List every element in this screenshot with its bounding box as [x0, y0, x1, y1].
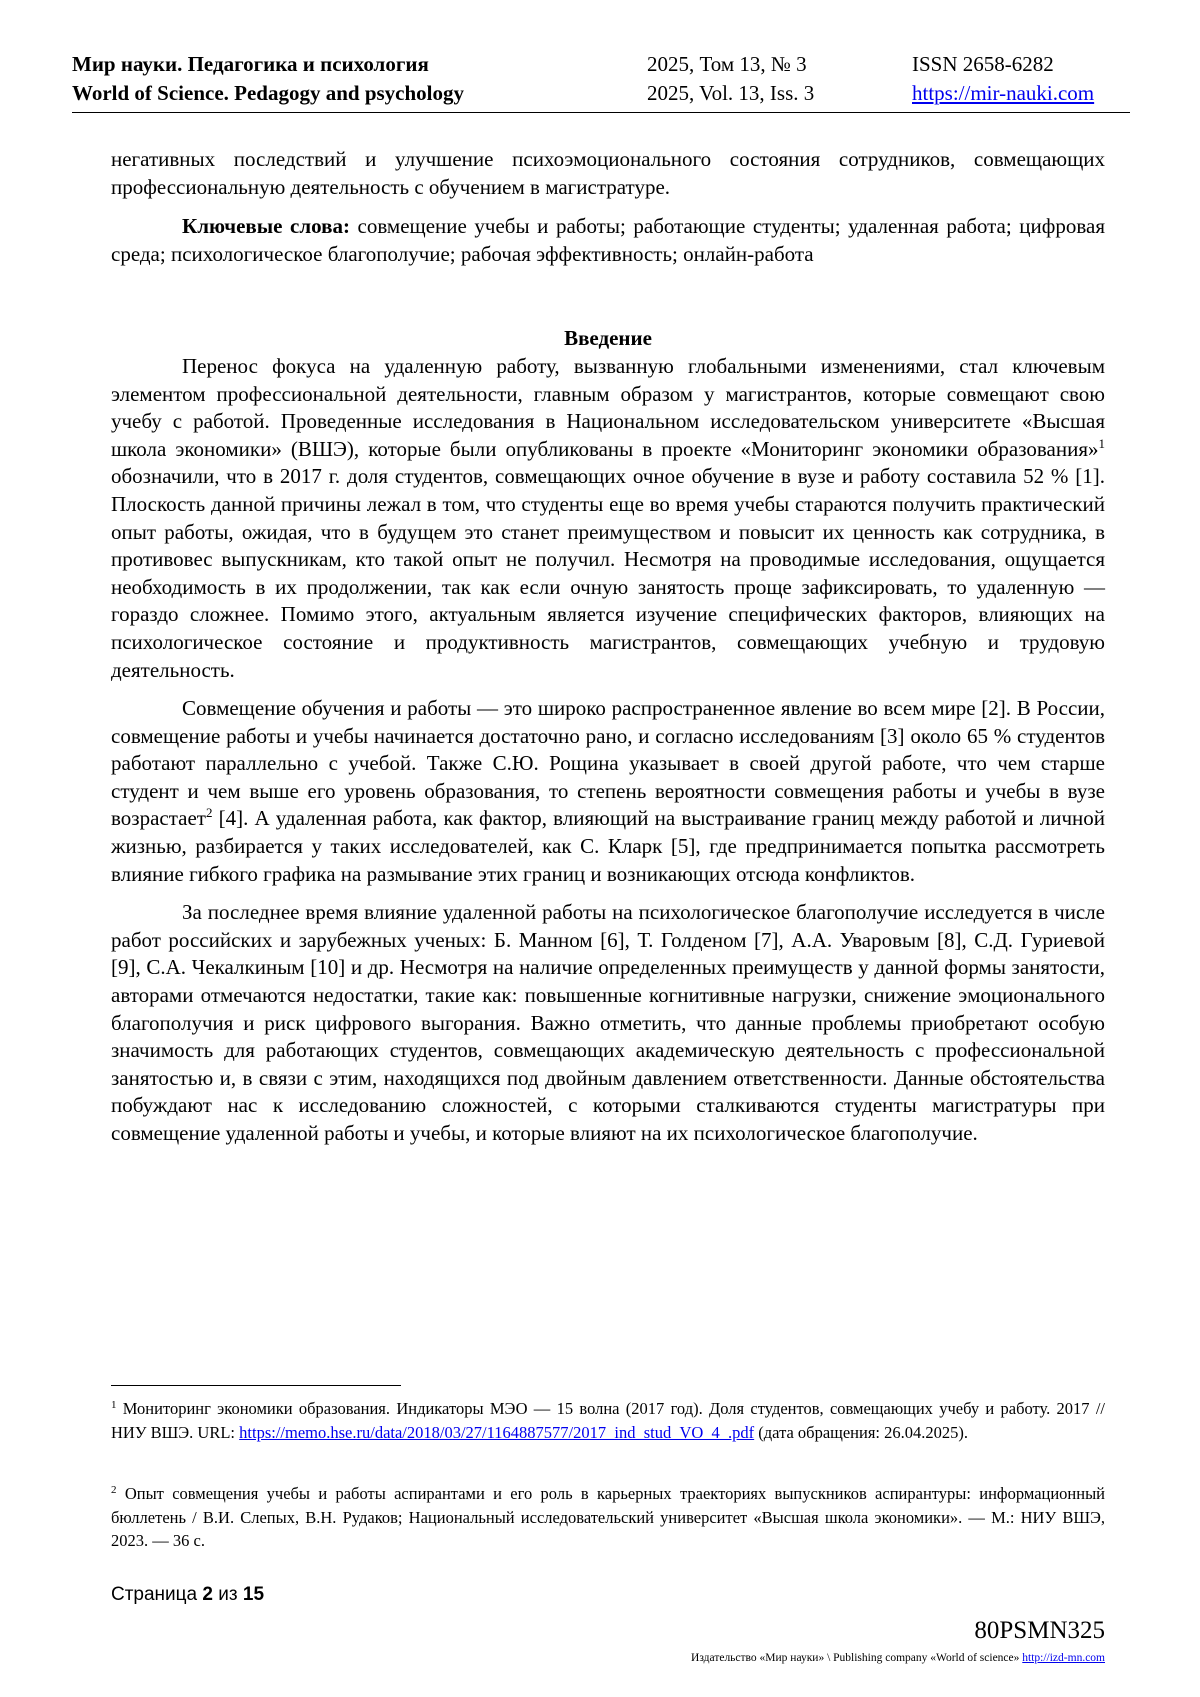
journal-title-ru: Мир науки. Педагогика и психология	[72, 52, 429, 76]
article-code: 80PSMN325	[974, 1617, 1105, 1644]
publisher-text: Издательство «Мир науки» \ Publishing company «World of science»	[691, 1652, 1023, 1664]
abstract-tail: негативных последствий и улучшение психоэмоционального состояния сотрудников, совмещающих профессиональную деятельность с обучением в магистратуре.	[111, 147, 1105, 199]
article-body	[111, 146, 1105, 1148]
publisher-link[interactable]: http://izd-mn.com	[1022, 1652, 1105, 1664]
issn: ISSN 2658-6282	[912, 52, 1054, 76]
footnote-1	[111, 1397, 1105, 1444]
paragraph-1-text-a: Перенос фокуса на удаленную работу, вызванную глобальными изменениями, стал ключевым элементом профессиональной деятельности, главным образом у магистрантов, которые совмещают свою учебу с работой. Проведенные исследования в Национальном исследовательском университете «Высшая школа экономики» (ВШЭ), которые были опубликованы в проекте «Мониторинг экономики образования»	[111, 353, 1105, 461]
paragraph-1	[111, 353, 1105, 684]
page-total: 15	[242, 1584, 265, 1605]
footnote-ref-1[interactable]: 1	[1098, 435, 1105, 451]
paragraph-2	[111, 695, 1105, 888]
footnote-2	[111, 1482, 1105, 1553]
keywords	[111, 213, 1105, 268]
page-number	[111, 1584, 264, 1606]
journal-title-en: World of Science. Pedagogy and psychology	[72, 81, 465, 105]
journal-header	[72, 50, 1130, 113]
page-of: из	[212, 1584, 243, 1605]
issue-info	[647, 50, 814, 108]
paragraph-3: За последнее время влияние удаленной работы на психологическое благополучие исследуется в числе работ российских и зарубежных ученых: Б. Манном [6], Т. Голденом [7], А.А. Уваровым [8], С.Д. Гуриевой [9], С.А. Чекалкиным [10] и др. Несмотря на наличие определенных преимуществ у данной формы занятости, авторами отмечаются недостатки, такие как: повышенные когнитивные нагрузки, снижение эмоционального благополучия и риск цифрового выгорания. Важно отметить, что данные проблемы приобретают особую значимость для работающих студентов, совмещающих академическую деятельность с профессиональной занятостью и, в связи с этим, находящихся под двойным давлением ответственности. Данные обстоятельства побуждают нас к исследованию сложностей, с которыми сталкиваются студенты магистратуры при совмещение удаленной работы и учебы, и которые влияют на их психологическое благополучие.	[111, 900, 1105, 1145]
page-word: Страница	[111, 1584, 203, 1605]
issn-block	[912, 50, 1094, 108]
paragraph-2-text-b: [4]. А удаленная работа, как фактор, влияющий на выстраивание границ между работой и личной жизнью, разбирается у таких исследователей, как С. Кларк [5], где предпринимается попытка рассмотреть влияние гибкого графика на размывание этих границ и возникающих отсюда конфликтов.	[111, 806, 1105, 886]
footnote-2-text: Опыт совмещения учебы и работы аспирантами и его роль в карьерных траекториях выпускников аспирантуры: информационный бюллетень / В.И. Слепых, В.Н. Рудаков; Национальный исследовательский университет «Высшая школа экономики». — М.: НИУ ВШЭ, 2023. — 36 с.	[111, 1484, 1105, 1550]
footnote-1-mark: 1	[111, 1399, 117, 1411]
page-current: 2	[202, 1584, 213, 1605]
keywords-text: совмещение учебы и работы; работающие студенты; удаленная работа; цифровая среда; психологическое благополучие; рабочая эффективность; онлайн-работа	[111, 214, 1105, 266]
journal-title	[72, 50, 464, 108]
footnote-2-mark: 2	[111, 1484, 117, 1496]
journal-site-link[interactable]: https://mir-nauki.com	[912, 81, 1095, 105]
keywords-label: Ключевые слова:	[182, 214, 350, 239]
footnote-ref-2[interactable]: 2	[205, 805, 213, 821]
publisher-line	[691, 1652, 1105, 1664]
paragraph-2-text-a: Совмещение обучения и работы — это широко распространенное явление во всем мире [2]. В России, совмещение работы и учебы начинается достаточно рано, и согласно исследованиям [3] около 65 % студентов работают параллельно с учебой. Также С.Ю. Рощина указывает в своей другой работе, что чем старше студент и чем выше его уровень образования, то степень вероятности совмещения работы и учебы в вузе возрастает	[111, 696, 1105, 831]
paragraph-1-text-b: обозначили, что в 2017 г. доля студентов, совмещающих очное обучение в вузе и работу составила 52 % [1]. Плоскость данной причины лежал в том, что студенты еще во время учебы стараются получить практический опыт работы, ожидая, что в будущем это станет преимуществом и повысит их ценность как сотрудника, в противовес выпускникам, кто такой опыт не получил. Несмотря на проводимые исследования, ощущается необходимость в их продолжении, так как если очную занятость проще зафиксировать, то удаленную — гораздо сложнее. Помимо этого, актуальным является изучение специфических факторов, влияющих на психологическое состояние и продуктивность магистрантов, совмещающих учебную и трудовую деятельность.	[111, 464, 1105, 682]
footnote-separator	[111, 1385, 401, 1386]
issue-info-en: 2025, Vol. 13, Iss. 3	[647, 81, 815, 105]
footnote-1-text: Мониторинг экономики образования. Индикаторы МЭО — 15 волна (2017 год). Доля студентов, совмещающих учебу и работу. 2017 // НИУ ВШЭ. URL:	[111, 1399, 1105, 1442]
footnote-1-link[interactable]: https://memo.hse.ru/data/2018/03/27/1164887577/2017_ind_stud_VO_4_.pdf	[239, 1422, 755, 1442]
section-title: Введение	[564, 326, 652, 351]
footnote-1-tail: (дата обращения: 26.04.2025).	[754, 1422, 969, 1442]
issue-info-ru: 2025, Том 13, № 3	[647, 52, 807, 76]
